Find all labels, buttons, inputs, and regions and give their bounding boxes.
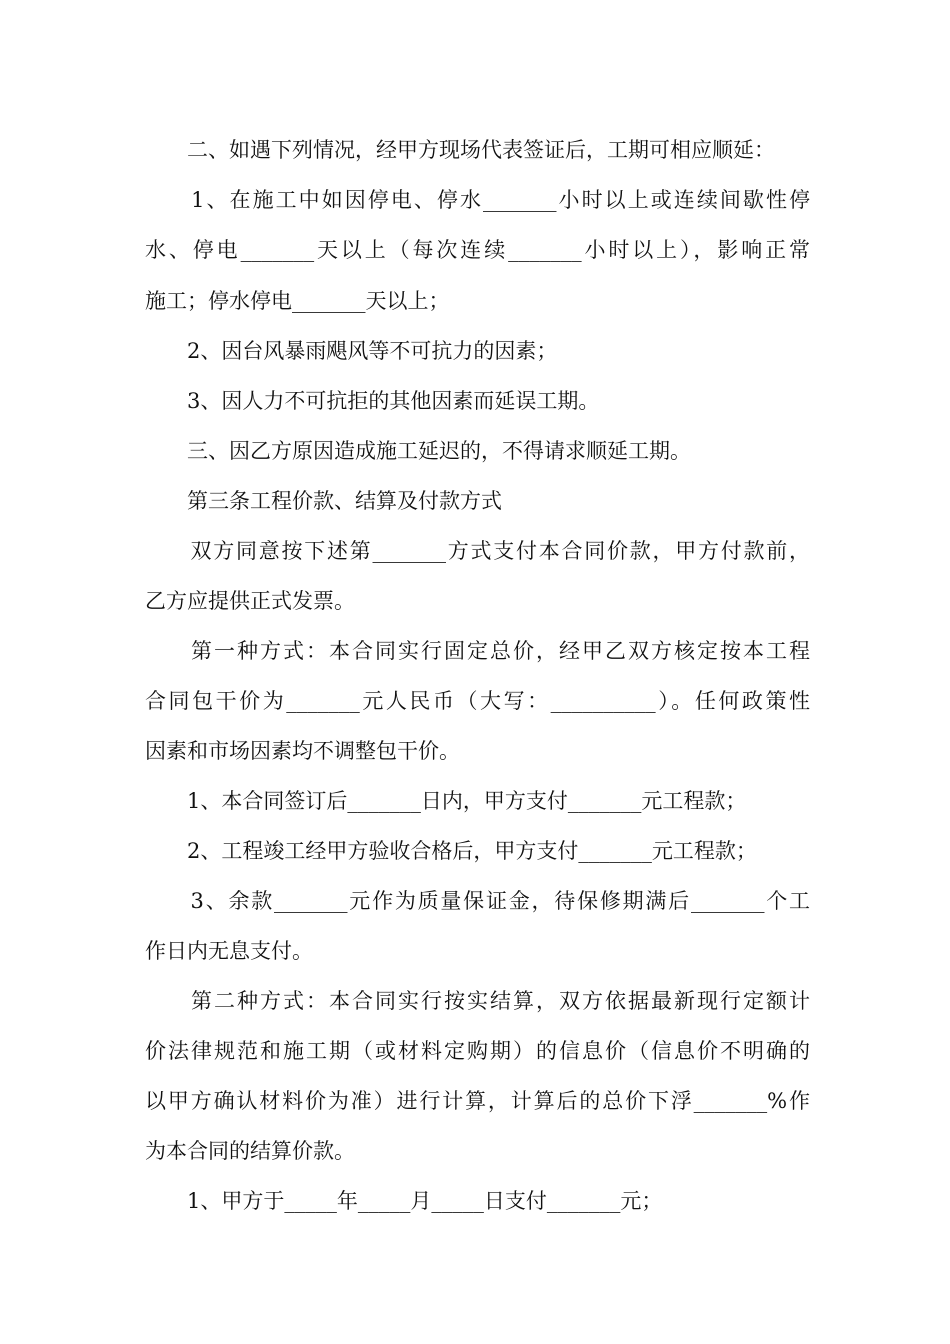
- text-line: 双方同意按下述第_______方式支付本合同价款，甲方付款前，: [145, 539, 810, 563]
- text-line: 3、余款_______元作为质量保证金，待保修期满后_______个工: [145, 889, 810, 913]
- text-line: 作日内无息支付。: [145, 939, 313, 963]
- text-line: 2、因台风暴雨飓风等不可抗力的因素；: [145, 339, 558, 363]
- section-heading: 第三条工程价款、结算及付款方式: [145, 489, 502, 513]
- text-line: 第一种方式：本合同实行固定总价，经甲乙双方核定按本工程: [145, 639, 810, 663]
- text-line: 1、甲方于_____年_____月_____日支付_______元；: [145, 1189, 663, 1213]
- text-line: 二、如遇下列情况，经甲方现场代表签证后，工期可相应顺延：: [145, 138, 775, 162]
- text-line: 乙方应提供正式发票。: [145, 589, 355, 613]
- text-line: 以甲方确认材料价为准）进行计算，计算后的总价下浮_______%作: [145, 1089, 810, 1113]
- text-line: 1、在施工中如因停电、停水_______小时以上或连续间歇性停: [145, 188, 810, 212]
- text-line: 第二种方式：本合同实行按实结算，双方依据最新现行定额计: [145, 989, 810, 1013]
- text-line: 因素和市场因素均不调整包干价。: [145, 739, 460, 763]
- text-line: 2、工程竣工经甲方验收合格后，甲方支付_______元工程款；: [145, 839, 757, 863]
- text-line: 价法律规范和施工期（或材料定购期）的信息价（信息价不明确的: [145, 1039, 810, 1063]
- text-line: 为本合同的结算价款。: [145, 1139, 355, 1163]
- text-line: 3、因人力不可抗拒的其他因素而延误工期。: [145, 389, 600, 413]
- text-line: 合同包干价为_______元人民币（大写：__________）。任何政策性: [145, 689, 810, 713]
- text-line: 施工；停水停电_______天以上；: [145, 289, 450, 313]
- text-line: 水、停电_______天以上（每次连续_______小时以上），影响正常: [145, 238, 810, 262]
- text-line: 三、因乙方原因造成施工延迟的，不得请求顺延工期。: [145, 439, 691, 463]
- text-line: 1、本合同签订后_______日内，甲方支付_______元工程款；: [145, 789, 747, 813]
